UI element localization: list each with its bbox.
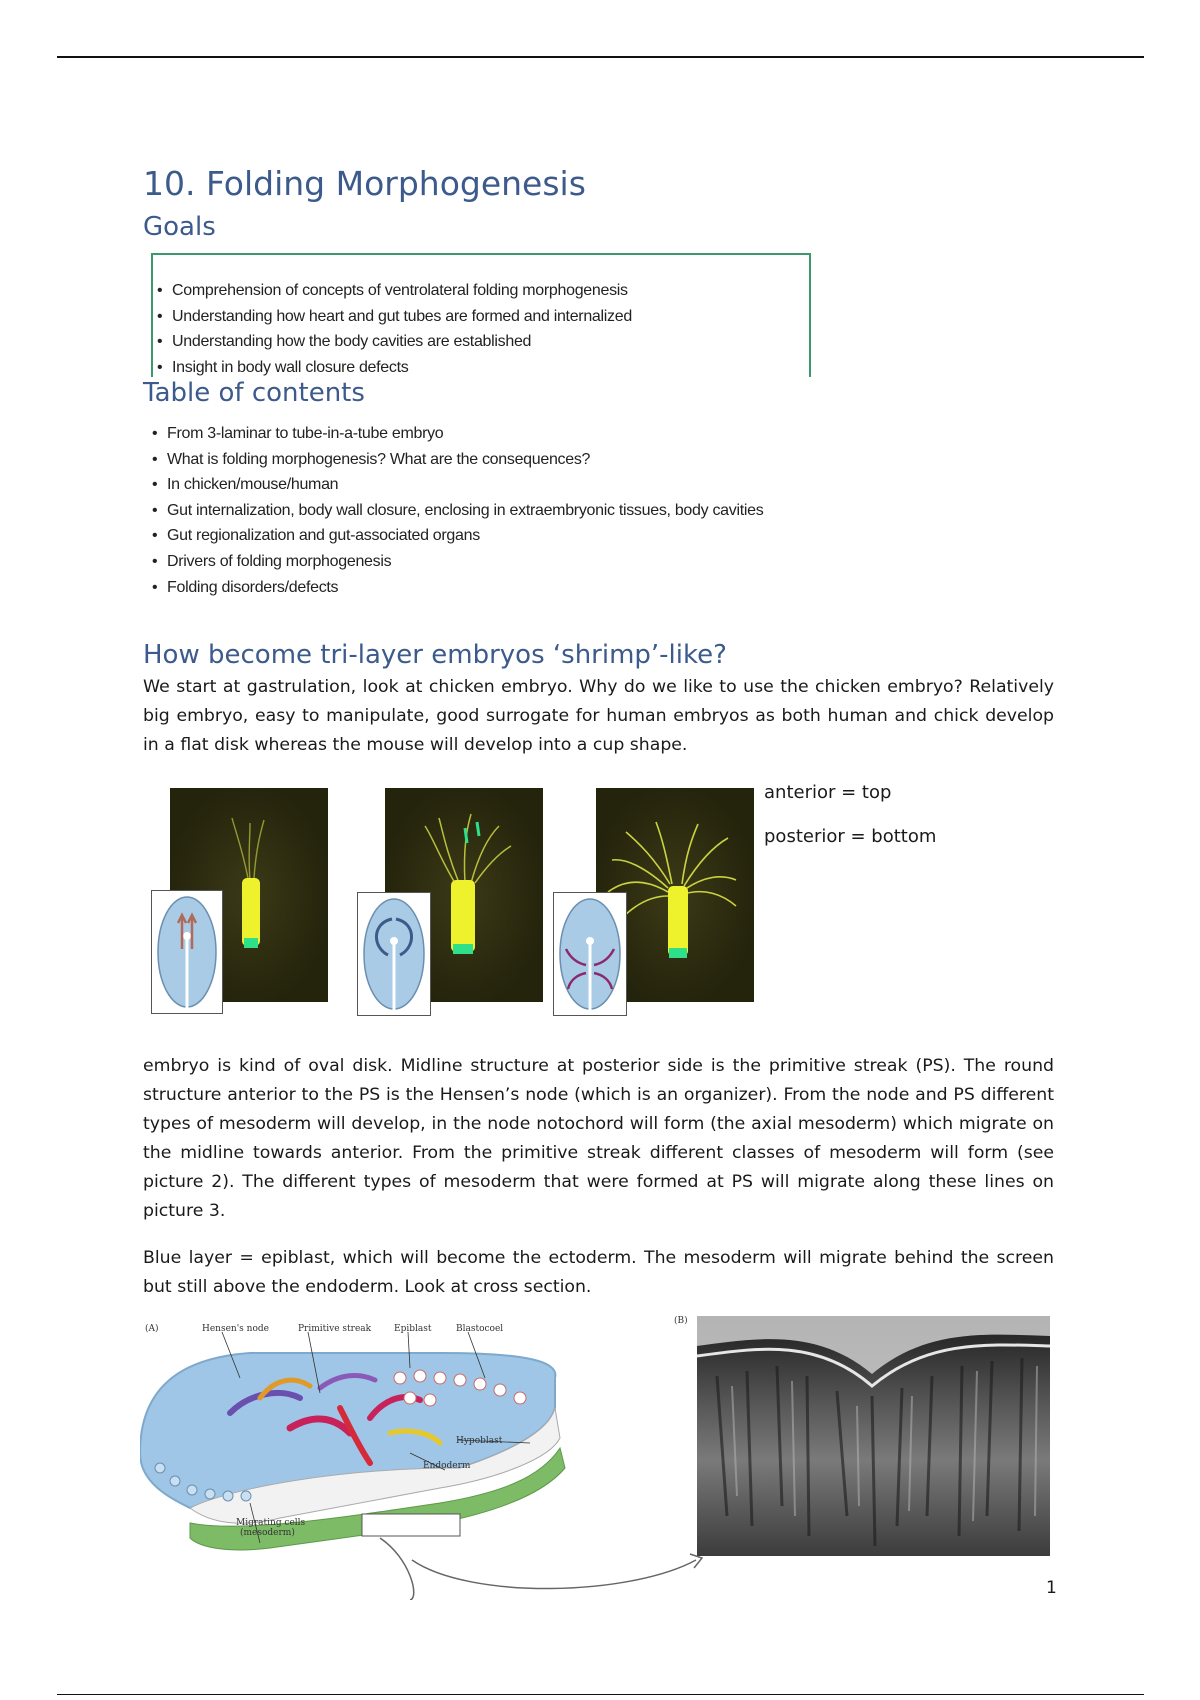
body-paragraph-2: embryo is kind of oval disk. Midline structure at posterior side is the primitive streak (PS). The round structure anterior to the PS is the Hensen’s node (which is an organizer). From the node and PS different types of mesoderm will develop, in the node notochord will form (the axial mesoderm) which migrate on the midline towards anterior. From the primitive streak different classes of mesoderm will form (see picture 2). The different types of mesoderm that were formed at PS will migrate along these lines on picture 3. [143, 1056, 1054, 1221]
goal-item: • Understanding how heart and gut tubes are formed and internalized [157, 306, 632, 332]
page-number: 1 [1046, 1578, 1057, 1598]
toc-item: • From 3-laminar to tube-in-a-tube embryo [152, 423, 763, 449]
toc-item: • Gut regionalization and gut-associated organs [152, 525, 763, 551]
embryo-schematic-3 [553, 892, 627, 1016]
footer-rule [57, 1694, 1144, 1695]
label-endoderm: Endoderm [423, 1461, 471, 1471]
label-primitive-streak: Primitive streak [298, 1324, 372, 1334]
toc-list [152, 423, 763, 602]
header-rule [57, 56, 1144, 58]
goal-item: • Comprehension of concepts of ventrolateral folding morphogenesis [157, 280, 632, 306]
toc-item: • In chicken/mouse/human [152, 474, 763, 500]
embryo-schematic-1 [151, 890, 223, 1014]
connector-arrow [410, 1520, 710, 1600]
label-hypoblast: Hypoblast [456, 1436, 503, 1446]
label-hensen-node: Hensen's node [202, 1324, 269, 1334]
panel-a-label: (A) [145, 1324, 159, 1334]
label-epiblast: Epiblast [394, 1324, 432, 1334]
panel-b-label: (B) [674, 1316, 688, 1326]
goals-list [157, 280, 632, 382]
goal-item: • Insight in body wall closure defects [157, 357, 632, 383]
body-paragraph-3: Blue layer = epiblast, which will become the ectoderm. The mesoderm will migrate behind the screen but still above the endoderm. Look at cross section. [143, 1248, 1054, 1297]
toc-item: • Drivers of folding morphogenesis [152, 551, 763, 577]
page-title: 10. Folding Morphogenesis [143, 164, 586, 203]
toc-item: • Folding disorders/defects [152, 577, 763, 603]
label-blastocoel: Blastocoel [456, 1324, 504, 1334]
intro-paragraph: We start at gastrulation, look at chicken embryo. Why do we like to use the chicken embryo? Relatively big embryo, easy to manipulate, good surrogate for human embryos as both human and chick develop in a flat disk whereas the mouse will develop into a cup shape. [143, 677, 1054, 755]
label-migrating-cells: Migrating cells [236, 1518, 306, 1528]
note-posterior: posterior = bottom [764, 826, 937, 847]
toc-item: • Gut internalization, body wall closure, enclosing in extraembryonic tissues, body cavities [152, 500, 763, 526]
note-anterior: anterior = top [764, 782, 892, 803]
label-mesoderm: (mesoderm) [240, 1528, 295, 1538]
goal-item: • Understanding how the body cavities are established [157, 331, 632, 357]
section-heading: How become tri-layer embryos ‘shrimp’-like? [143, 640, 727, 670]
sem-micrograph [697, 1316, 1050, 1556]
toc-item: • What is folding morphogenesis? What are the consequences? [152, 449, 763, 475]
toc-heading: Table of contents [143, 378, 365, 408]
goals-heading: Goals [143, 212, 216, 242]
embryo-schematic-2 [357, 892, 431, 1016]
